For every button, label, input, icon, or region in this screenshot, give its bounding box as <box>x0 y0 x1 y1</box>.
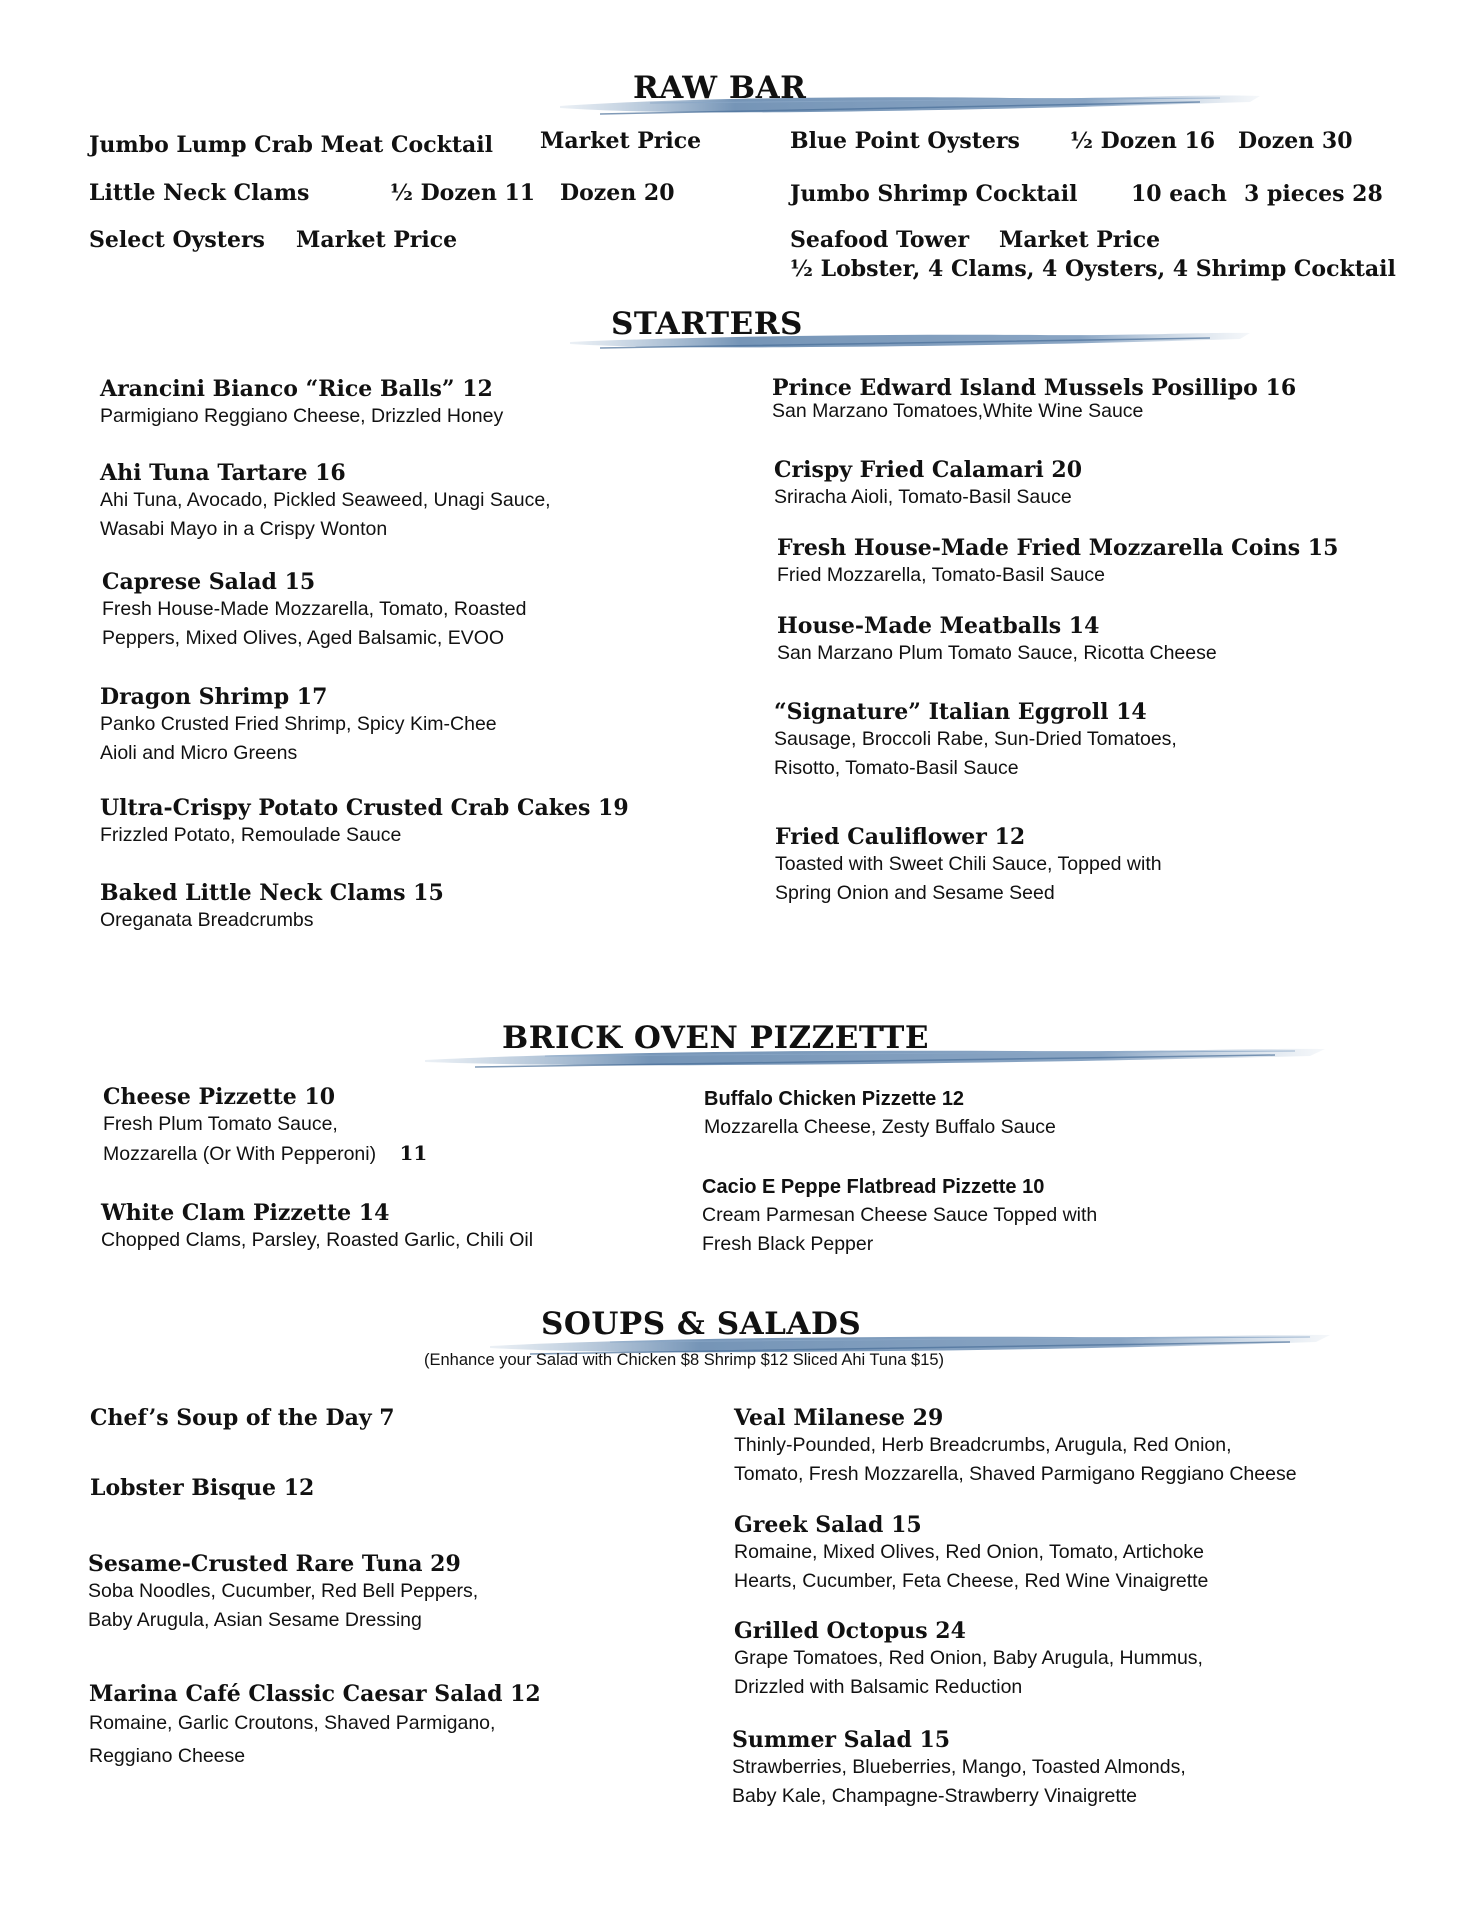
starters-heading: STARTERS <box>611 306 803 342</box>
item-description: San Marzano Tomatoes,White Wine Sauce <box>772 400 1144 422</box>
raw-bar-price-dozen: Dozen 30 <box>1238 128 1353 154</box>
menu-item <box>101 1200 533 1255</box>
item-description: Cream Parmesan Cheese Sauce Topped with <box>702 1204 1098 1226</box>
raw-bar-price-select-oysters: Market Price <box>296 227 458 253</box>
raw-bar-price-set: 3 pieces 28 <box>1244 181 1383 207</box>
menu-item <box>734 1405 1297 1489</box>
item-name: Ultra-Crispy Potato Crusted Crab Cakes 19 <box>100 795 629 821</box>
item-name: Lobster Bisque 12 <box>90 1475 315 1501</box>
menu-item <box>103 1084 427 1169</box>
item-name: Fried Cauliflower 12 <box>775 824 1026 850</box>
item-description: Hearts, Cucumber, Feta Cheese, Red Wine Vinaigrette <box>734 1570 1209 1592</box>
item-name: Greek Salad 15 <box>734 1512 922 1538</box>
item-name: Crispy Fried Calamari 20 <box>774 457 1083 483</box>
menu-item <box>100 880 444 935</box>
item-description: Romaine, Garlic Croutons, Shaved Parmigano, <box>89 1712 496 1734</box>
item-name: Grilled Octopus 24 <box>734 1618 966 1644</box>
raw-bar-heading: RAW BAR <box>633 70 807 106</box>
menu-item <box>100 376 503 431</box>
item-name: Sesame-Crusted Rare Tuna 29 <box>88 1551 461 1577</box>
item-description: Sriracha Aioli, Tomato-Basil Sauce <box>774 486 1072 508</box>
raw-bar-item-seafood-tower: Seafood Tower <box>790 227 970 253</box>
raw-bar-price-dozen: Dozen 20 <box>560 180 675 206</box>
item-description: San Marzano Plum Tomato Sauce, Ricotta Cheese <box>777 642 1217 664</box>
item-name: Cacio E Peppe Flatbread Pizzette 10 <box>702 1176 1045 1198</box>
item-name: Cheese Pizzette 10 <box>103 1084 336 1110</box>
menu-item <box>100 684 497 768</box>
menu-item <box>702 1176 1097 1259</box>
soups-salads-subtitle: (Enhance your Salad with Chicken $8 Shrimp $12 Sliced Ahi Tuna $15) <box>424 1351 945 1369</box>
item-name: White Clam Pizzette 14 <box>101 1200 390 1226</box>
item-name: Veal Milanese 29 <box>734 1405 944 1431</box>
item-description: Parmigiano Reggiano Cheese, Drizzled Honey <box>100 405 504 427</box>
item-description: Romaine, Mixed Olives, Red Onion, Tomato, Artichoke <box>734 1541 1205 1563</box>
item-description: Frizzled Potato, Remoulade Sauce <box>100 824 402 846</box>
menu-item <box>100 460 551 544</box>
item-description: Baby Arugula, Asian Sesame Dressing <box>88 1609 422 1631</box>
item-description: Mozzarella (Or With Pepperoni) <box>103 1143 377 1165</box>
raw-bar-seafood-tower-detail: ½ Lobster, 4 Clams, 4 Oysters, 4 Shrimp Cocktail <box>790 256 1396 282</box>
menu-item <box>100 795 629 850</box>
item-description: Panko Crusted Fried Shrimp, Spicy Kim-Chee <box>100 713 497 735</box>
menu-item <box>704 1088 1056 1142</box>
item-description: Spring Onion and Sesame Seed <box>775 882 1055 904</box>
menu-item <box>734 1618 1203 1702</box>
item-description: Toasted with Sweet Chili Sauce, Topped with <box>775 853 1162 875</box>
item-description-line <box>103 1139 427 1169</box>
raw-bar-price-seafood-tower: Market Price <box>999 227 1161 253</box>
item-description: Thinly-Pounded, Herb Breadcrumbs, Arugula, Red Onion, <box>734 1434 1232 1456</box>
menu-item <box>777 535 1338 590</box>
item-name: Arancini Bianco “Rice Balls” 12 <box>100 376 493 402</box>
raw-bar-item-select-oysters: Select Oysters <box>89 227 265 253</box>
item-name: Baked Little Neck Clams 15 <box>100 880 444 906</box>
raw-bar-item-little-neck-clams: Little Neck Clams <box>89 180 310 206</box>
item-name: “Signature” Italian Eggroll 14 <box>774 699 1147 725</box>
menu-item <box>774 699 1177 783</box>
menu-item <box>90 1405 395 1431</box>
menu-item <box>89 1681 541 1771</box>
item-description: Soba Noodles, Cucumber, Red Bell Peppers, <box>88 1580 479 1602</box>
menu-item <box>90 1475 314 1501</box>
menu-item <box>732 1727 1186 1811</box>
item-description: Fried Mozzarella, Tomato-Basil Sauce <box>777 564 1106 586</box>
item-name: Chef’s Soup of the Day 7 <box>90 1405 395 1431</box>
raw-bar-price-half-dozen: ½ Dozen 11 <box>390 180 536 206</box>
item-description: Wasabi Mayo in a Crispy Wonton <box>100 518 388 540</box>
item-name: Buffalo Chicken Pizzette 12 <box>704 1088 965 1110</box>
menu-item <box>734 1512 1208 1596</box>
item-name: Prince Edward Island Mussels Posillipo 16 <box>772 375 1297 401</box>
item-description: Reggiano Cheese <box>89 1745 246 1767</box>
item-description: Aioli and Micro Greens <box>100 742 298 764</box>
item-name: Summer Salad 15 <box>732 1727 951 1753</box>
item-description: Risotto, Tomato-Basil Sauce <box>774 757 1019 779</box>
raw-bar-item-crab-cocktail: Jumbo Lump Crab Meat Cocktail <box>89 132 493 158</box>
raw-bar-item-blue-point-oysters: Blue Point Oysters <box>790 128 1020 154</box>
item-description: Mozzarella Cheese, Zesty Buffalo Sauce <box>704 1116 1056 1138</box>
item-name: House-Made Meatballs 14 <box>777 613 1100 639</box>
item-description: Grape Tomatoes, Red Onion, Baby Arugula, Hummus, <box>734 1647 1203 1669</box>
item-name: Marina Café Classic Caesar Salad 12 <box>89 1681 541 1707</box>
pizzette-heading: BRICK OVEN PIZZETTE <box>502 1020 930 1056</box>
soups-salads-heading: SOUPS & SALADS <box>541 1306 862 1342</box>
item-description: Ahi Tuna, Avocado, Pickled Seaweed, Unagi Sauce, <box>100 489 551 511</box>
item-name: Ahi Tuna Tartare 16 <box>100 460 346 486</box>
item-description: Tomato, Fresh Mozzarella, Shaved Parmigano Reggiano Cheese <box>734 1463 1297 1485</box>
item-description: Oreganata Breadcrumbs <box>100 909 314 931</box>
item-description: Drizzled with Balsamic Reduction <box>734 1676 1023 1698</box>
menu-item <box>772 375 1296 426</box>
item-description: Strawberries, Blueberries, Mango, Toasted Almonds, <box>732 1756 1186 1778</box>
item-name: Fresh House-Made Fried Mozzarella Coins 15 <box>777 535 1339 561</box>
item-description: Chopped Clams, Parsley, Roasted Garlic, Chili Oil <box>101 1229 534 1251</box>
raw-bar-price-half-dozen: ½ Dozen 16 <box>1070 128 1216 154</box>
menu-item <box>88 1551 478 1635</box>
menu-item <box>775 824 1162 908</box>
menu-item <box>102 569 527 653</box>
raw-bar-price-each: 10 each <box>1131 181 1227 207</box>
item-description: Fresh Plum Tomato Sauce, <box>103 1113 338 1135</box>
menu-item <box>777 613 1217 668</box>
item-description: Fresh House-Made Mozzarella, Tomato, Roasted <box>102 598 527 620</box>
menu-item <box>774 457 1082 512</box>
item-name: Caprese Salad 15 <box>102 569 316 595</box>
item-description: Peppers, Mixed Olives, Aged Balsamic, EVOO <box>102 627 505 649</box>
raw-bar-price-crab-cocktail: Market Price <box>540 128 702 154</box>
item-description: Baby Kale, Champagne-Strawberry Vinaigrette <box>732 1785 1138 1807</box>
raw-bar-item-jumbo-shrimp-cocktail: Jumbo Shrimp Cocktail <box>790 181 1078 207</box>
item-description: Sausage, Broccoli Rabe, Sun-Dried Tomatoes, <box>774 728 1177 750</box>
item-price: 11 <box>399 1141 428 1165</box>
item-description: Fresh Black Pepper <box>702 1233 874 1255</box>
item-name: Dragon Shrimp 17 <box>100 684 328 710</box>
